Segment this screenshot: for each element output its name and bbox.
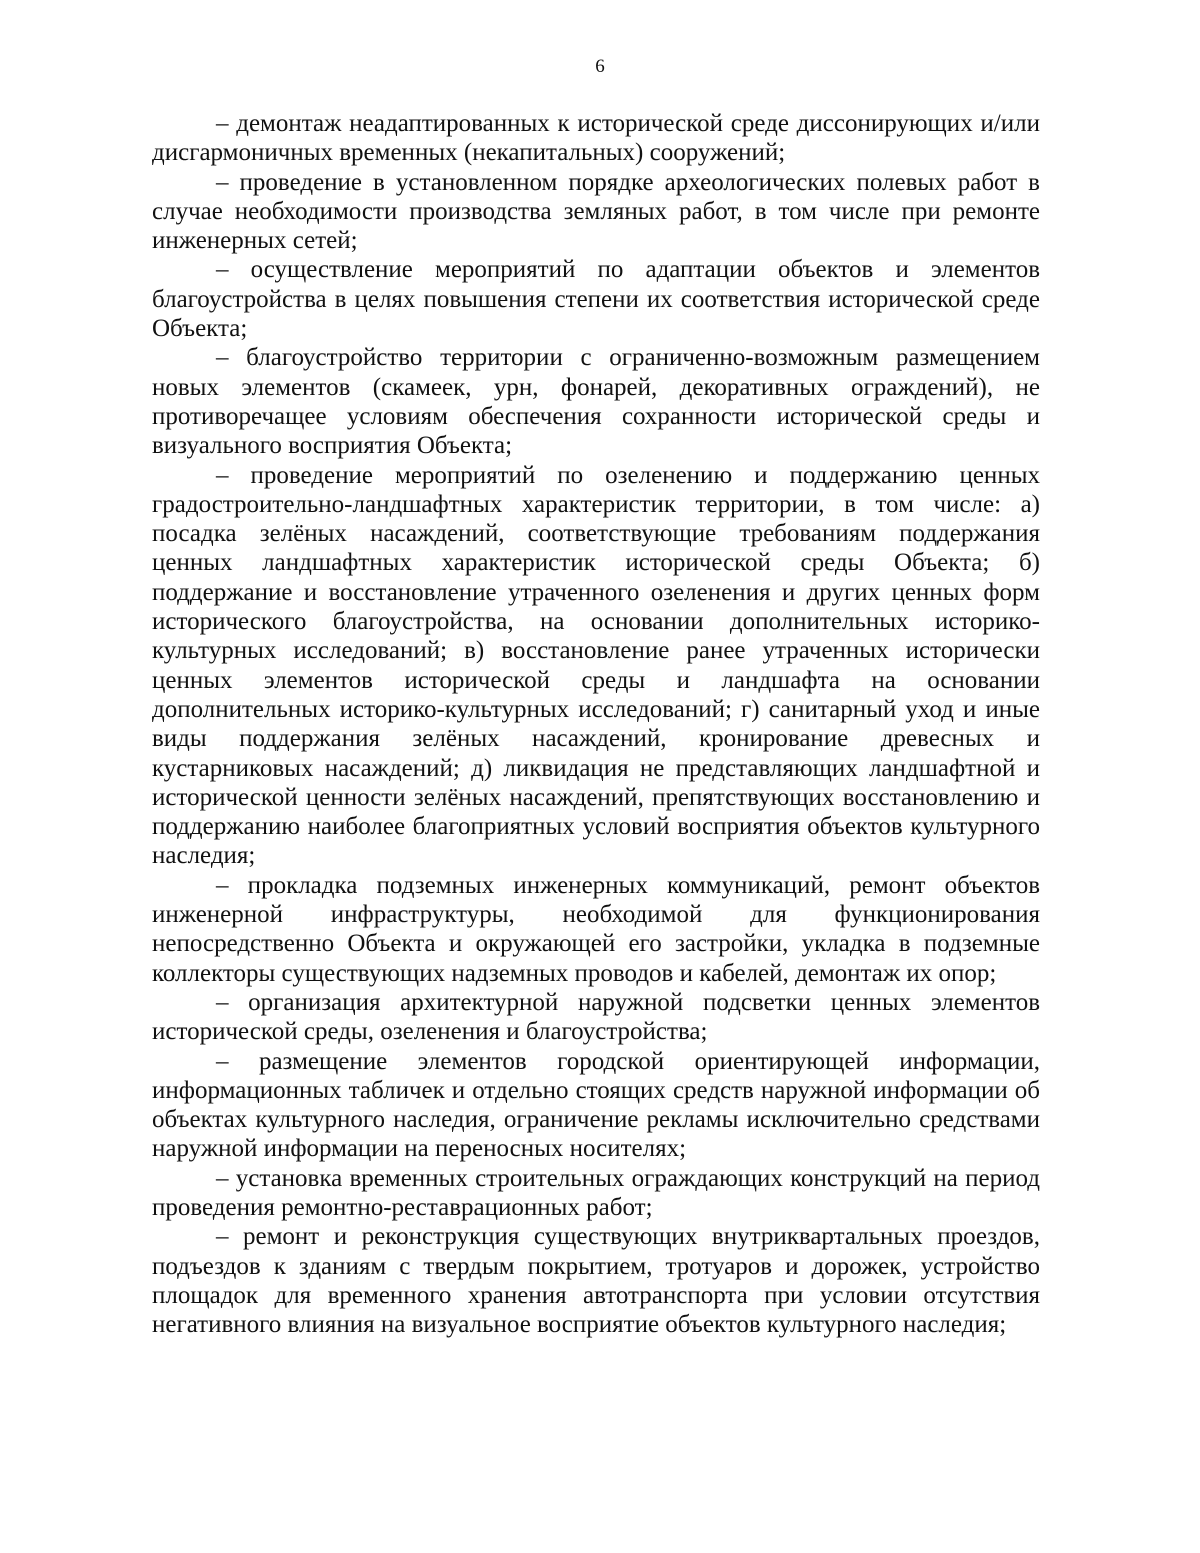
paragraph-lighting: – организация архитектурной наружной подсветки ценных элементов исторической среды, озеленения и благоустройства; xyxy=(152,988,1040,1046)
paragraph-adaptation: – осуществление мероприятий по адаптации объектов и элементов благоустройства в целях повышения степени их соответствия исторической среде Объекта; xyxy=(152,256,1040,343)
page-number: 6 xyxy=(595,56,605,77)
paragraph-roads: – ремонт и реконструкция существующих внутриквартальных проездов, подъездов к зданиям с твердым покрытием, тротуаров и дорожек, устройство площадок для временного хранения автотранспорта при условии отсутствия негативного влияния на визуальное восприятие объектов культурного наследия; xyxy=(152,1223,1040,1339)
paragraph-greening: – проведение мероприятий по озеленению и поддержанию ценных градостроительно-ландшафтных характеристик территории, в том числе: а) посадка зелёных насаждений, соответствующие требованиям поддержания ценных ландшафтных характеристик исторической среды Объекта; б) поддержание и восстановление утраченного озеленения и других ценных форм исторического благоустройства, на основании дополнительных историко-культурных исследований; в) восстановление ранее утраченных исторически ценных элементов исторической среды и ландшафта на основании дополнительных историко-культурных исследований; г) санитарный уход и иные виды поддержания зелёных насаждений, кронирование древесных и кустарниковых насаждений; д) ликвидация не представляющих ландшафтной и исторической ценности зелёных насаждений, препятствующих восстановлению и поддержанию наиболее благоприятных условий восприятия объектов культурного наследия; xyxy=(152,461,1040,870)
paragraph-fencing: – установка временных строительных ограждающих конструкций на период проведения ремонтно-реставрационных работ; xyxy=(152,1164,1040,1221)
paragraph-landscaping: – благоустройство территории с ограниченно-возможным размещением новых элементов (скамеек, урн, фонарей, декоративных ограждений), не противоречащее условиям обеспечения сохранности исторической среды и визуального восприятия Объекта; xyxy=(152,344,1040,460)
paragraph-demolition: – демонтаж неадаптированных к исторической среде диссонирующих и/или дисгармоничных временных (некапитальных) сооружений; xyxy=(152,110,1040,167)
paragraph-utilities: – прокладка подземных инженерных коммуникаций, ремонт объектов инженерной инфраструктуры, необходимой для функционирования непосредственно Объекта и окружающей его застройки, укладка в подземные коллекторы существующих надземных проводов и кабелей, демонтаж их опор; xyxy=(152,871,1040,987)
paragraph-archaeology: – проведение в установленном порядке археологических полевых работ в случае необходимости производства земляных работ, в том числе при ремонте инженерных сетей; xyxy=(152,168,1040,255)
paragraph-signage: – размещение элементов городской ориентирующей информации, информационных табличек и отдельно стоящих средств наружной информации об объектах культурного наследия, ограничение рекламы исключительно средствами наружной информации на переносных носителях; xyxy=(152,1047,1040,1163)
document-body xyxy=(152,109,1040,1339)
